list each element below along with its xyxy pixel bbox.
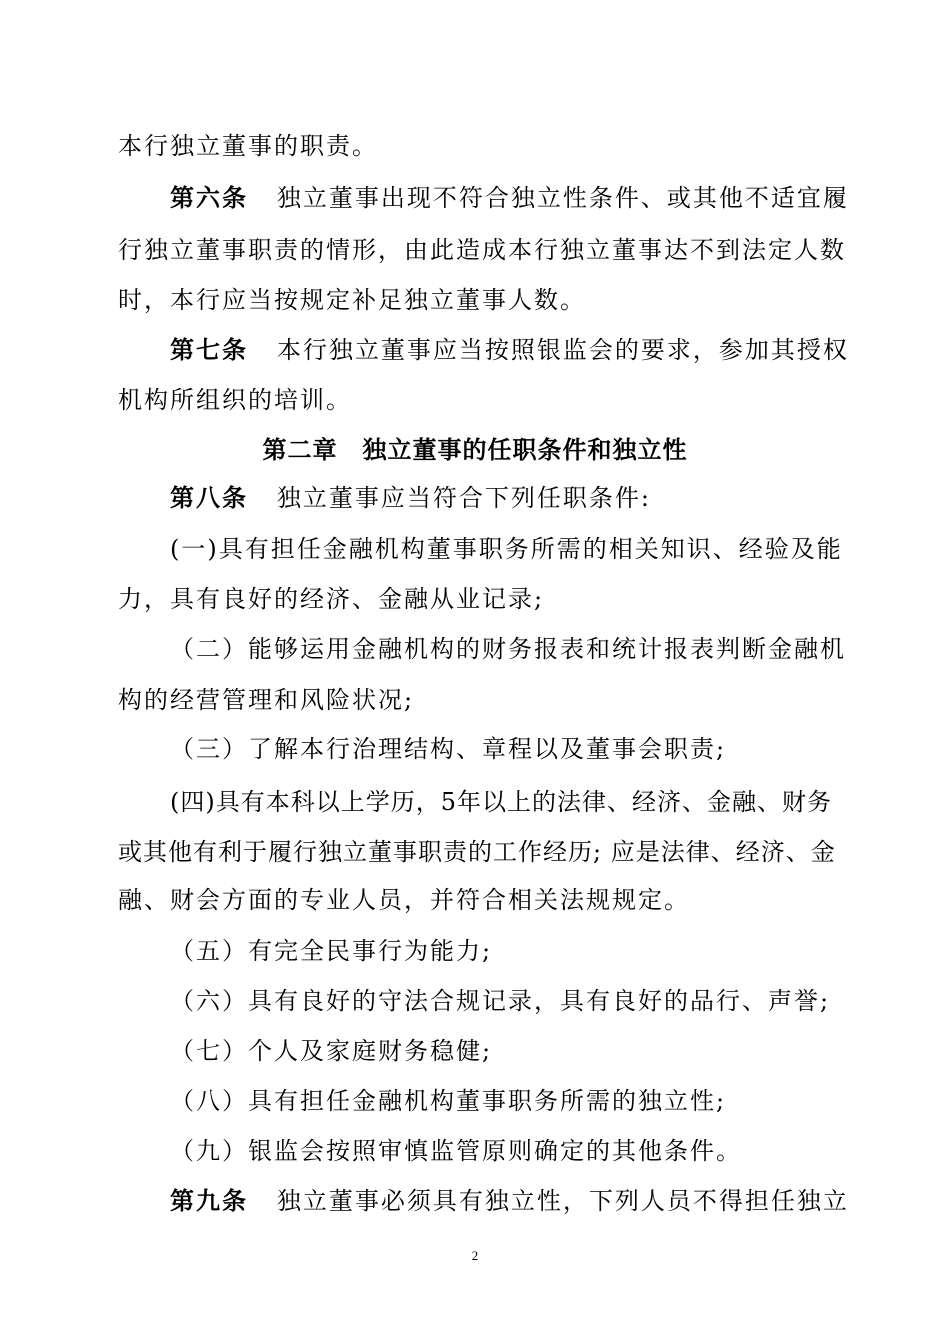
condition-item: （二）能够运用金融机构的财务报表和统计报表判断金融机: [170, 635, 846, 663]
condition-item: （六）具有良好的守法合规记录，具有良好的品行、声誉;: [170, 987, 831, 1015]
condition-item: （八）具有担任金融机构董事职务所需的独立性;: [170, 1087, 727, 1115]
text-line: 时，本行应当按规定补足独立董事人数。: [118, 286, 586, 314]
condition-item: （七）个人及家庭财务稳健;: [170, 1037, 493, 1065]
condition-item: (四)具有本科以上学历，5年以上的法律、经济、金融、财务: [170, 788, 832, 816]
chapter-heading: 第二章 独立董事的任职条件和独立性: [262, 435, 688, 464]
text-line: 机构所组织的培训。: [118, 386, 352, 414]
text-line: 行独立董事职责的情形，由此造成本行独立董事达不到法定人数: [118, 236, 846, 264]
text-line: 构的经营管理和风险状况;: [118, 686, 415, 714]
article-heading: 第九条: [170, 1186, 248, 1215]
article-heading: 第七条: [170, 335, 248, 364]
page-number: 2: [471, 1248, 479, 1263]
condition-item: （三）了解本行治理结构、章程以及董事会职责;: [170, 735, 727, 763]
condition-item: （九）银监会按照审慎监管原则确定的其他条件。: [170, 1137, 742, 1165]
article-heading: 第六条: [170, 183, 248, 212]
article-heading: 第八条: [170, 483, 248, 512]
text-line: 融、财会方面的专业人员，并符合相关法规规定。: [118, 886, 690, 914]
article-7: 第七条 本行独立董事应当按照银监会的要求，参加其授权: [170, 335, 849, 364]
article-9: 第九条 独立董事必须具有独立性，下列人员不得担任独立: [170, 1186, 849, 1215]
text-line: 力，具有良好的经济、金融从业记录;: [118, 585, 545, 613]
text-line: 本行独立董事的职责。: [118, 132, 378, 160]
condition-item: (一)具有担任金融机构董事职务所需的相关知识、经验及能: [170, 535, 843, 563]
article-8: 第八条 独立董事应当符合下列任职条件:: [170, 483, 651, 512]
text-line: 或其他有利于履行独立董事职责的工作经历; 应是法律、经济、金: [118, 838, 836, 866]
article-6: 第六条 独立董事出现不符合独立性条件、或其他不适宜履: [170, 183, 849, 212]
condition-item: （五）有完全民事行为能力;: [170, 937, 493, 965]
